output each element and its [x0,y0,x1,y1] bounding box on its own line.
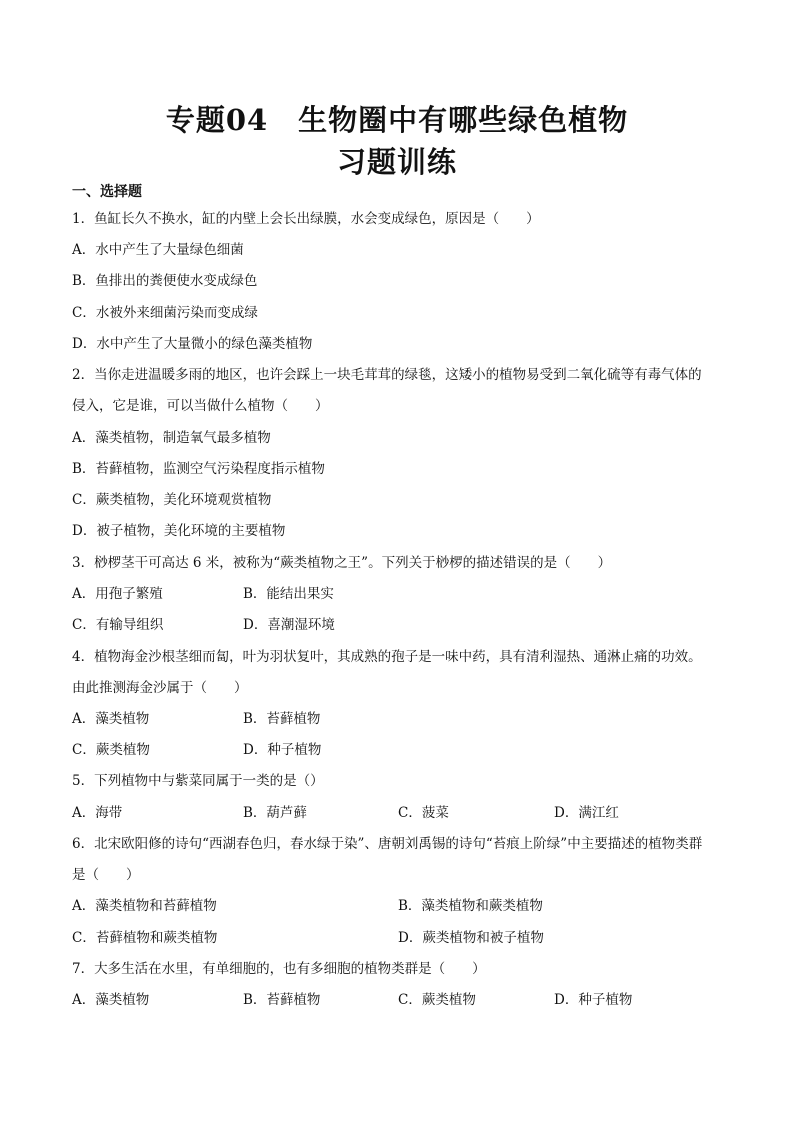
question-7-stem: 7．大多生活在水里，有单细胞的，也有多细胞的植物类群是（ ） [72,961,486,977]
question-2-option-d: D．被子植物，美化环境的主要植物 [72,523,286,539]
question-2-stem-line2: 侵入，它是谁，可以当做什么植物（ ） [72,398,329,414]
question-6-stem-line1: 6．北宋欧阳修的诗句“西湖春色归，春水绿于染”、唐朝刘禹锡的诗句“苔痕上阶绿”中主要描述的植物类群 [72,836,703,852]
question-7-option-c: C．蕨类植物 [398,992,476,1008]
question-4-stem-line1: 4．植物海金沙根茎细而匐，叶为羽状复叶，其成熟的孢子是一味中药，具有清利湿热、通淋止痛的功效。 [72,649,702,665]
question-7-option-a: A．藻类植物 [72,992,150,1008]
page-subtitle: 习题训练 [336,145,457,179]
question-5-option-b: B．葫芦藓 [243,805,307,821]
question-6-option-d: D．蕨类植物和被子植物 [398,930,544,946]
question-2-option-c: C．蕨类植物，美化环境观赏植物 [72,492,272,508]
question-6-option-b: B．藻类植物和蕨类植物 [398,898,543,914]
question-5-option-c: C．菠菜 [398,805,449,821]
question-1-option-a: A．水中产生了大量绿色细菌 [72,242,244,258]
question-3-option-a: A．用孢子繁殖 [72,586,163,602]
question-2-stem-line1: 2．当你走进温暖多雨的地区，也许会踩上一块毛茸茸的绿毯，这矮小的植物易受到二氧化硫等有毒气体的 [72,367,702,383]
question-6-option-c: C．苔藓植物和蕨类植物 [72,930,218,946]
question-4-option-d: D．种子植物 [243,742,322,758]
question-4-option-c: C．蕨类植物 [72,742,150,758]
question-1-stem: 1．鱼缸长久不换水，缸的内壁上会长出绿膜，水会变成绿色，原因是（ ） [72,211,540,227]
question-3-option-d: D．喜潮湿环境 [243,617,335,633]
question-4-option-a: A．藻类植物 [72,711,150,727]
question-5-stem: 5．下列植物中与紫菜同属于一类的是（） [72,773,324,789]
question-5-option-a: A．海带 [72,805,123,821]
question-2-option-a: A．藻类植物，制造氧气最多植物 [72,430,271,446]
question-3-option-c: C．有输导组织 [72,617,164,633]
question-7-option-d: D．种子植物 [554,992,633,1008]
question-1-option-c: C．水被外来细菌污染而变成绿 [72,305,258,321]
question-1-option-d: D．水中产生了大量微小的绿色藻类植物 [72,336,313,352]
question-4-stem-line2: 由此推测海金沙属于（ ） [72,680,248,696]
question-1-option-b: B．鱼排出的粪便使水变成绿色 [72,273,258,289]
question-7-option-b: B．苔藓植物 [243,992,321,1008]
page-title: 专题04 生物圈中有哪些绿色植物 [165,103,629,137]
question-2-option-b: B．苔藓植物，监测空气污染程度指示植物 [72,461,325,477]
question-6-option-a: A．藻类植物和苔藓植物 [72,898,217,914]
question-4-option-b: B．苔藓植物 [243,711,321,727]
question-6-stem-line2: 是（ ） [72,867,140,883]
question-5-option-d: D．满江红 [554,805,619,821]
question-3-option-b: B．能结出果实 [243,586,334,602]
section-heading: 一、选择题 [72,184,142,200]
question-3-stem: 3．桫椤茎干可高达 6 米，被称为“蕨类植物之王”。下列关于桫椤的描述错误的是（ ） [72,555,612,571]
